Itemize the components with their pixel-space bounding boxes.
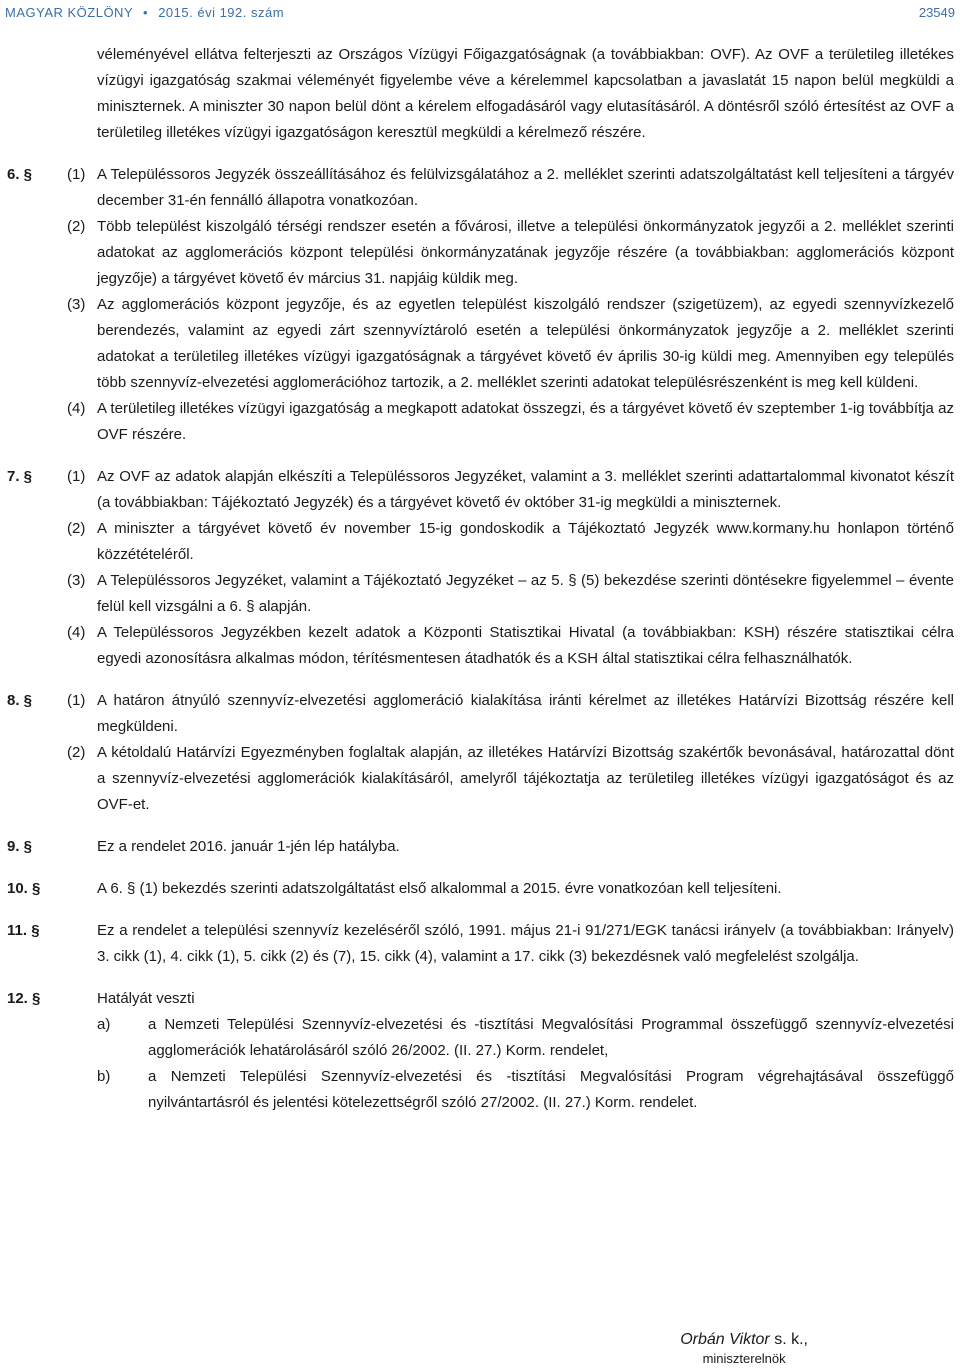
subsection-text: A Településsoros Jegyzék összeállításához és felülvizsgálatához a 2. melléklet szerinti adatszolgáltatást kell teljesíteni a tárgyév december 31-én fennálló állapotra vonatkozóan. bbox=[97, 166, 954, 209]
subsection-number: (2) bbox=[67, 218, 86, 235]
item-label: a) bbox=[97, 1016, 111, 1033]
item-text: a Nemzeti Települési Szennyvíz-elvezetési és -tisztítási Megvalósítási Programmal összefüggő szennyvíz-elvezetési agglomerációk lehatárolásáról szóló 26/2002. (II. 27.) Korm. rendelet, bbox=[148, 1016, 954, 1059]
section-number: 7. § bbox=[7, 468, 33, 485]
subsection-number: (1) bbox=[67, 166, 86, 183]
subsection-text: A területileg illetékes vízügyi igazgatóság a megkapott adatokat összegzi, és a tárgyévet követő év szeptember 1-ig továbbítja az OVF részére. bbox=[97, 400, 954, 443]
subsection-text: Az agglomerációs központ jegyzője, és az egyetlen települést kiszolgáló rendszer (szigetüzem), az egyedi szennyvízkezelő berendezés, valamint az egyedi zárt szennyvíztároló esetén a települési önkormányzatok jegyzője a 2. melléklet szerinti adatokat a területileg illetékes vízügyi igazgatóságnak a tárgyévet követő év április 30-ig küldi meg. Amennyiben egy település több szennyvíz-elvezetési agglomerációhoz tartozik, a 2. melléklet szerinti adatokat településrészenként is meg kell küldeni. bbox=[97, 296, 954, 391]
section-number: 11. § bbox=[7, 922, 40, 939]
subsection bbox=[0, 568, 960, 620]
section-11 bbox=[0, 918, 960, 970]
section-text: Hatályát veszti bbox=[97, 990, 195, 1007]
subsection bbox=[0, 162, 960, 214]
section-10 bbox=[0, 876, 960, 902]
subsection-text: A Településsoros Jegyzéket, valamint a Tájékoztató Jegyzéket – az 5. § (5) bekezdése szerinti döntésekre figyelemmel – évente felül kell vizsgálni a 6. § alapján. bbox=[97, 572, 954, 615]
signatory-role: miniszterelnök bbox=[702, 1351, 786, 1366]
section-12 bbox=[0, 986, 960, 1116]
section-number: 9. § bbox=[7, 838, 33, 855]
intro-paragraph: véleményével ellátva felterjeszti az Országos Vízügyi Főigazgatóságnak (a továbbiakban: OVF). Az OVF a területileg illetékes vízügyi igazgatóság szakmai véleményét figyelembe véve a kérelemmel kapcsolatban a javaslatát 15 napon belül megküldi a miniszternek. A miniszter 30 napon belül dönt a kérelem elfogadásáról vagy elutasításáról. A döntésről szóló értesítést az OVF a területileg illetékes vízügyi igazgatóságon keresztül megküldi a kérelmező részére. bbox=[97, 46, 954, 141]
section-number: 6. § bbox=[7, 166, 33, 183]
signatory-name: Orbán Viktor bbox=[680, 1331, 770, 1348]
header-bullet: • bbox=[143, 5, 149, 20]
section-7 bbox=[0, 464, 960, 672]
subsection bbox=[0, 464, 960, 516]
subsection-number: (4) bbox=[67, 400, 86, 417]
subsection bbox=[0, 292, 960, 396]
page-number: 23549 bbox=[918, 5, 955, 20]
section-text: A 6. § (1) bekezdés szerinti adatszolgáltatást első alkalommal a 2015. évre vonatkozóan kell teljesíteni. bbox=[97, 880, 782, 897]
subsection-text: A kétoldalú Határvízi Egyezményben foglaltak alapján, az illetékes Határvízi Bizottság szakértők bevonásával, határozattal dönt a szennyvíz-elvezetési agglomerációk kialakításáról, amelyről tájékoztatja az területileg illetékes vízügyi igazgatóságot és az OVF-et. bbox=[97, 744, 954, 813]
subsection-number: (2) bbox=[67, 520, 86, 537]
subsection-number: (4) bbox=[67, 624, 86, 641]
issue-number: 2015. évi 192. szám bbox=[158, 5, 285, 20]
subsection-number: (3) bbox=[67, 296, 86, 313]
subsection bbox=[0, 214, 960, 292]
page-header bbox=[5, 2, 955, 24]
subsection-number: (3) bbox=[67, 572, 86, 589]
section-9 bbox=[0, 834, 960, 860]
repeal-item-a bbox=[0, 1012, 960, 1064]
repeal-item-b bbox=[0, 1064, 960, 1116]
section-text: Ez a rendelet 2016. január 1-jén lép hatályba. bbox=[97, 838, 400, 855]
journal-title: MAGYAR KÖZLÖNY bbox=[5, 5, 133, 20]
signature-block bbox=[680, 1331, 808, 1366]
subsection-text: A miniszter a tárgyévet követő év november 15-ig gondoskodik a Tájékoztató Jegyzék www.kormany.hu honlapon történő közzétételéről. bbox=[97, 520, 954, 563]
signature-suffix: s. k., bbox=[769, 1331, 808, 1348]
section-6 bbox=[0, 162, 960, 448]
item-label: b) bbox=[97, 1068, 111, 1085]
subsection bbox=[0, 620, 960, 672]
subsection bbox=[0, 396, 960, 448]
section-number: 12. § bbox=[7, 990, 41, 1007]
subsection-number: (2) bbox=[67, 744, 86, 761]
section-8 bbox=[0, 688, 960, 818]
section-number: 10. § bbox=[7, 880, 41, 897]
subsection-number: (1) bbox=[67, 468, 86, 485]
subsection bbox=[0, 516, 960, 568]
subsection-text: Több települést kiszolgáló térségi rendszer esetén a fővárosi, illetve a települési önkormányzatok jegyzői a 2. melléklet szerinti adatokat az agglomerációs központ települési önkormányzatának jegyzője részére (a továbbiakban: agglomerációs központ jegyzője) a tárgyévet követő év március 31. napjáig küldik meg. bbox=[97, 218, 954, 287]
subsection-text: Az OVF az adatok alapján elkészíti a Településsoros Jegyzéket, valamint a 3. melléklet szerinti adattartalommal kivonatot készít (a továbbiakban: Tájékoztató Jegyzék) és a tárgyévet követő év október 31-ig megküldi a miniszternek. bbox=[97, 468, 954, 511]
section-number: 8. § bbox=[7, 692, 33, 709]
subsection-number: (1) bbox=[67, 692, 86, 709]
subsection-text: A határon átnyúló szennyvíz-elvezetési agglomeráció kialakítása iránti kérelmet az illetékes Határvízi Bizottság részére kell megküldeni. bbox=[97, 692, 954, 735]
sections-container bbox=[0, 146, 960, 818]
document-body bbox=[0, 42, 960, 1116]
section-text: Ez a rendelet a települési szennyvíz kezeléséről szóló, 1991. május 21-i 91/271/EGK tanácsi irányelv (a továbbiakban: Irányelv) 3. cikk (1), 4. cikk (1), 5. cikk (2) és (7), 15. cikk (4), valamint a 17. cikk (3) bekezdésnek való megfelelést szolgálja. bbox=[97, 922, 954, 965]
subsection bbox=[0, 740, 960, 818]
journal-info bbox=[5, 5, 284, 20]
subsection-text: A Településsoros Jegyzékben kezelt adatok a Központi Statisztikai Hivatal (a továbbiakban: KSH) részére statisztikai célra egyedi azonosításra alkalmas módon, térítésmentesen átadhatók és a KSH által statisztikai célra felhasználhatók. bbox=[97, 624, 954, 667]
item-text: a Nemzeti Települési Szennyvíz-elvezetési és -tisztítási Megvalósítási Program végrehajtásával összefüggő nyilvántartásról és jelentési kötelezettségről szóló 27/2002. (II. 27.) Korm. rendelet. bbox=[148, 1068, 954, 1111]
subsection bbox=[0, 688, 960, 740]
